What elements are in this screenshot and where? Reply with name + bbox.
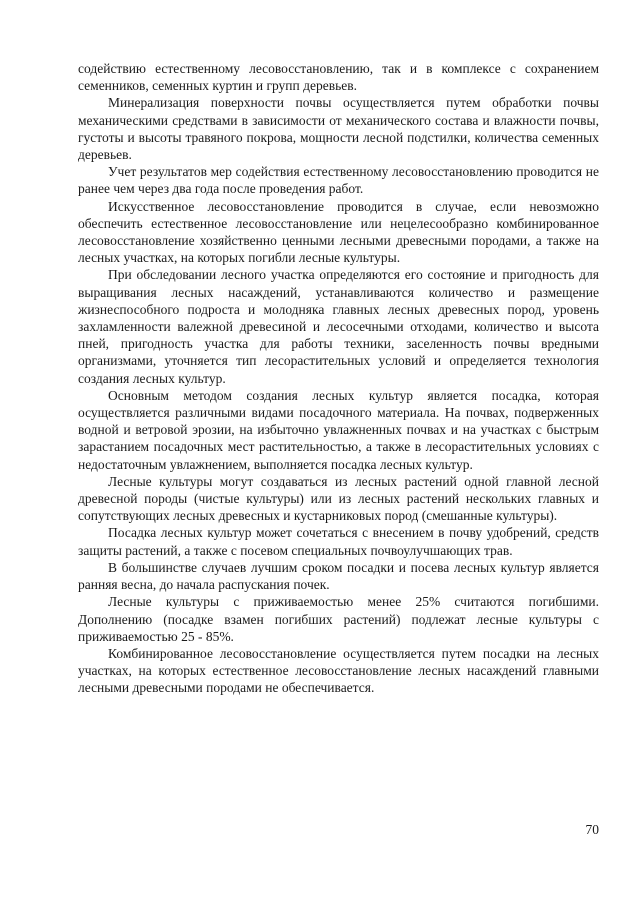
paragraph-culture-types: Лесные культуры могут создаваться из лесных растений одной главной лесной древесной породы (чистые культуры) или из лесных растений нескольких главных и сопутствующих лесных древесных и кустарниковых пород (смешанные культуры). bbox=[78, 473, 599, 524]
paragraph-artificial-reforestation: Искусственное лесовосстановление проводится в случае, если невозможно обеспечить естественное лесовосстановление или нецелесообразно комбинированное лесовосстановление хозяйственно ценными лесными древесными породами, а также на лесных участках, на которых погибли лесные культуры. bbox=[78, 198, 599, 266]
page-number: 70 bbox=[585, 822, 599, 837]
paragraph-combined-reforestation: Комбинированное лесовосстановление осуществляется путем посадки на лесных участках, на которых естественное лесовосстановление лесных насаждений главными лесными древесными породами не обеспечивается. bbox=[78, 645, 599, 696]
paragraph-results-accounting: Учет результатов мер содействия естественному лесовосстановлению проводится не ранее чем через два года после проведения работ. bbox=[78, 164, 599, 197]
paragraph-survival-rate: Лесные культуры с приживаемостью менее 25% считаются погибшими. Дополнению (посадке взамен погибших растений) подлежат лесные культуры с приживаемостью 25 - 85%. bbox=[78, 594, 599, 644]
paragraph-planting-season: В большинстве случаев лучшим сроком посадки и посева лесных культур является ранняя весна, до начала распускания почек. bbox=[78, 559, 599, 593]
paragraph-site-survey: При обследовании лесного участка определяются его состояние и пригодность для выращивания лесных насаждений, устанавливаются количество и размещение жизнеспособного подроста и молодняка главных лесных древесных пород, уровень захламленности валежной древесиной и лесосечными отходами, количество и высота пней, пригодность участка для работы техники, заселенность почвы вредными организмами, уточняется тип лесорастительных условий и определяется технология создания лесных культур. bbox=[78, 267, 599, 386]
paragraph-fertilizers: Посадка лесных культур может сочетаться с внесением в почву удобрений, средств защиты растений, а также с посевом специальных почвоулучшающих трав. bbox=[78, 525, 599, 558]
paragraph-planting-method: Основным методом создания лесных культур является посадка, которая осуществляется различными видами посадочного материала. На почвах, подверженных водной и ветровой эрозии, на избыточно увлажненных почвах и на участках с быстрым зарастанием посадочных мест растительностью, а также в лесорастительных условиях с недостаточным увлажнением, выполняется посадка лесных культур. bbox=[78, 387, 599, 472]
body-text bbox=[78, 60, 599, 697]
paragraph-continuation: содействию естественному лесовосстановлению, так и в комплексе с сохранением семенников, семенных куртин и групп деревьев. bbox=[78, 61, 599, 94]
paragraph-mineralization: Минерализация поверхности почвы осуществляется путем обработки почвы механическими средствами в зависимости от механического состава и влажности почвы, густоты и высоты травяного покрова, мощности лесной подстилки, количества семенных деревьев. bbox=[78, 95, 599, 163]
